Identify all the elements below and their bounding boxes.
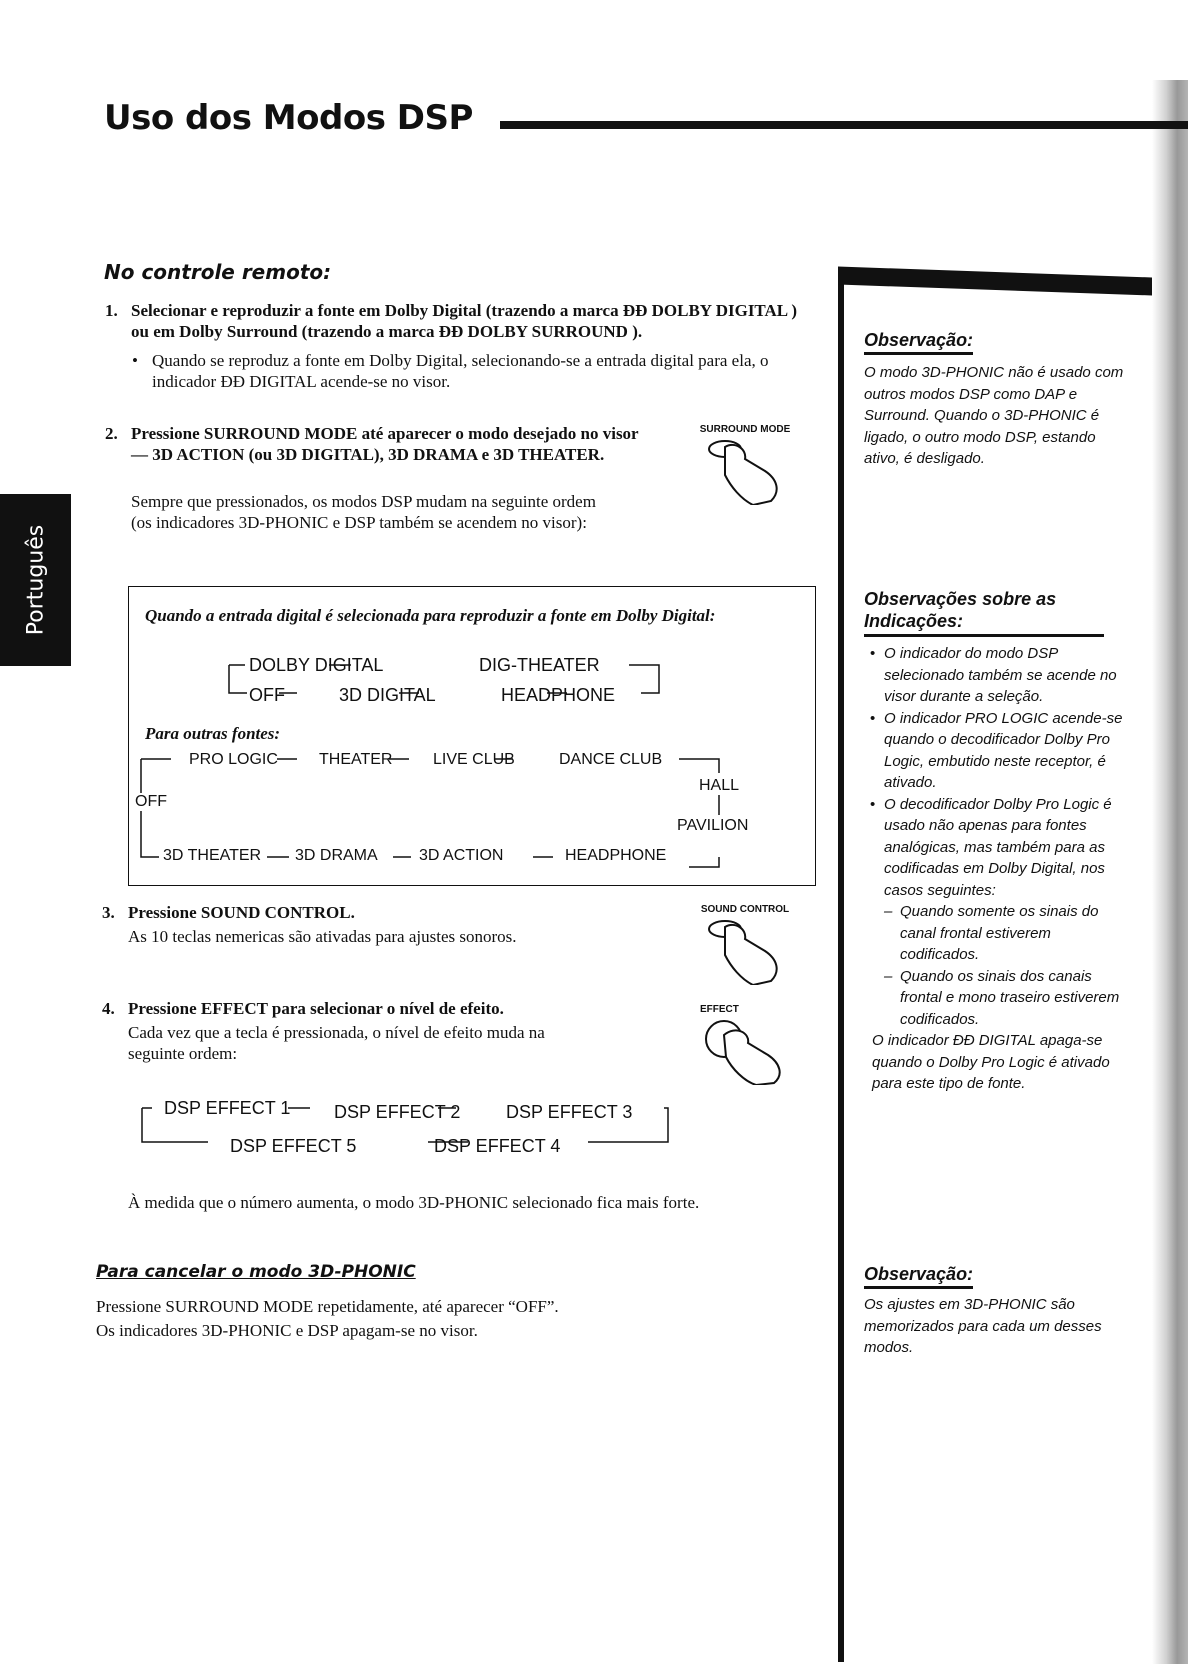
step-2: [105, 423, 641, 465]
note-2-dash: – Quando somente os sinais do canal frontal estiverem codificados.: [884, 901, 1128, 966]
box-heading-digital: Quando a entrada digital é selecionada para reproduzir a fonte em Dolby Digital:: [145, 606, 716, 625]
surround-mode-button-illustration: [695, 424, 795, 510]
language-tab-label: Português: [23, 524, 48, 636]
effect-2: DSP EFFECT 2: [334, 1102, 461, 1122]
step-4-body: Cada vez que a tecla é pressionada, o nível de efeito muda na seguinte ordem:: [128, 1023, 545, 1063]
mode-theater: THEATER: [319, 751, 393, 768]
note-3-title: Observação:: [864, 1264, 973, 1289]
step-4-instruction: Pressione EFFECT para selecionar o nível de efeito.: [128, 999, 504, 1018]
step-3: [102, 902, 628, 923]
language-tab: [0, 494, 71, 666]
note-1: [864, 330, 973, 351]
note-1-text: O modo 3D-PHONIC não é usado com outros modos DSP como DAP e Surround. Quando o 3D-PHONIC é ligado, o outro modo DSP, estando ativo, é desligado.: [864, 364, 1124, 467]
mode-dig-theater: DIG-THEATER: [479, 655, 600, 675]
note-2-body: [862, 643, 1128, 1095]
mode-headphone-2: HEADPHONE: [565, 847, 667, 864]
cancel-heading: Para cancelar o modo 3D-PHONIC: [96, 1262, 416, 1282]
note-3-text: Os ajustes em 3D-PHONIC são memorizados para cada um desses modos.: [864, 1296, 1102, 1356]
page-title: Uso dos Modos DSP: [104, 98, 473, 138]
cancel-line-1: Pressione SURROUND MODE repetidamente, até aparecer “OFF”.: [96, 1297, 559, 1316]
note-2-item: • O indicador do modo DSP selecionado também se acende no visor durante a seleção.: [872, 643, 1128, 708]
effect-3: DSP EFFECT 3: [506, 1102, 633, 1122]
step-number: 1.: [105, 301, 118, 320]
mode-3d-theater: 3D THEATER: [163, 847, 262, 864]
sound-control-label: SOUND CONTROL: [700, 904, 790, 915]
note-2-item: • O decodificador Dolby Pro Logic é usado não apenas para fontes analógicas, mas também para as codificadas em Dolby Digital, nos casos seguintes:: [872, 794, 1128, 902]
effect-button-illustration: [700, 1004, 800, 1090]
note-2-dash: – Quando os sinais dos canais frontal e mono traseiro estiverem codificados.: [884, 966, 1128, 1031]
effect-note: À medida que o número aumenta, o modo 3D-PHONIC selecionado fica mais forte.: [128, 1193, 700, 1212]
sound-control-button-illustration: [695, 904, 795, 990]
section-heading: No controle remoto:: [104, 260, 332, 284]
hand-pressing-button-icon: [700, 1015, 800, 1085]
effect-1: DSP EFFECT 1: [164, 1098, 291, 1118]
mode-dance-club: DANCE CLUB: [559, 751, 663, 768]
page-edge-shadow: [1152, 80, 1188, 1664]
sidebar-top-rule: [838, 267, 1152, 296]
title-rule: [500, 121, 1188, 129]
mode-3d-action: 3D ACTION: [419, 847, 504, 864]
note-2: [864, 588, 1104, 637]
step-number: 2.: [105, 424, 118, 443]
step-3-body: As 10 teclas nemericas são ativadas para ajustes sonoros.: [128, 927, 517, 946]
mode-3d-drama: 3D DRAMA: [295, 847, 378, 864]
note-2-item: • O indicador PRO LOGIC acende-se quando o decodificador Dolby Pro Logic, embutido neste receptor, é ativado.: [872, 708, 1128, 794]
step-number: 3.: [102, 903, 115, 922]
mode-off-2: OFF: [135, 793, 167, 810]
step-1-bullet: • Quando se reproduz a fonte em Dolby Digital, selecionando-se a entrada digital para ela, o indicador ĐĐ DIGITAL acende-se no visor.: [132, 351, 769, 391]
note-2-tail: O indicador ĐĐ DIGITAL apaga-se quando o Dolby Pro Logic é ativado para este tipo de fonte.: [872, 1032, 1110, 1092]
step-1-bullet-text: Quando se reproduz a fonte em Dolby Digital, selecionando-se a entrada digital para ela, o indicador ĐĐ DIGITAL acende-se no visor.: [152, 351, 769, 391]
note-3: [864, 1264, 973, 1285]
step-1: [105, 300, 811, 342]
effect-label: EFFECT: [700, 1004, 739, 1015]
note-2-title: Observações sobre as Indicações:: [864, 588, 1104, 637]
mode-hall: HALL: [699, 777, 740, 794]
mode-off: OFF: [249, 685, 285, 705]
effect-4: DSP EFFECT 4: [434, 1136, 561, 1156]
dsp-cycle-box: [128, 586, 816, 886]
sidebar-rule: [838, 272, 844, 1662]
box-heading-other: Para outras fontes:: [145, 724, 281, 743]
step-4: [102, 998, 648, 1019]
step-2-instruction: Pressione SURROUND MODE até aparecer o modo desejado no visor — 3D ACTION (ou 3D DIGITAL), 3D DRAMA e 3D THEATER.: [131, 424, 639, 464]
hand-pressing-button-icon: [695, 435, 795, 505]
step-3-instruction: Pressione SOUND CONTROL.: [128, 903, 355, 922]
mode-dolby-digital: DOLBY DIGITAL: [249, 655, 384, 675]
hand-pressing-button-icon: [695, 915, 795, 985]
mode-pro-logic: PRO LOGIC: [189, 751, 278, 768]
surround-mode-label: SURROUND MODE: [699, 424, 791, 435]
mode-3d-digital: 3D DIGITAL: [339, 685, 436, 705]
step-number: 4.: [102, 999, 115, 1018]
mode-pavilion: PAVILION: [677, 817, 749, 834]
note-1-title: Observação:: [864, 330, 973, 355]
step-2-body: Sempre que pressionados, os modos DSP mudam na seguinte ordem (os indicadores 3D-PHONIC e DSP também se acendem no visor):: [131, 492, 596, 532]
mode-live-club: LIVE CLUB: [433, 751, 515, 768]
effect-5: DSP EFFECT 5: [230, 1136, 357, 1156]
cancel-line-2: Os indicadores 3D-PHONIC e DSP apagam-se no visor.: [96, 1321, 478, 1340]
mode-headphone: HEADPHONE: [501, 685, 616, 705]
step-1-instruction: Selecionar e reproduzir a fonte em Dolby Digital (trazendo a marca ĐĐ DOLBY DIGITAL ) ou em Dolby Surround (trazendo a marca ĐĐ DOLBY SURROUND ).: [131, 301, 798, 341]
